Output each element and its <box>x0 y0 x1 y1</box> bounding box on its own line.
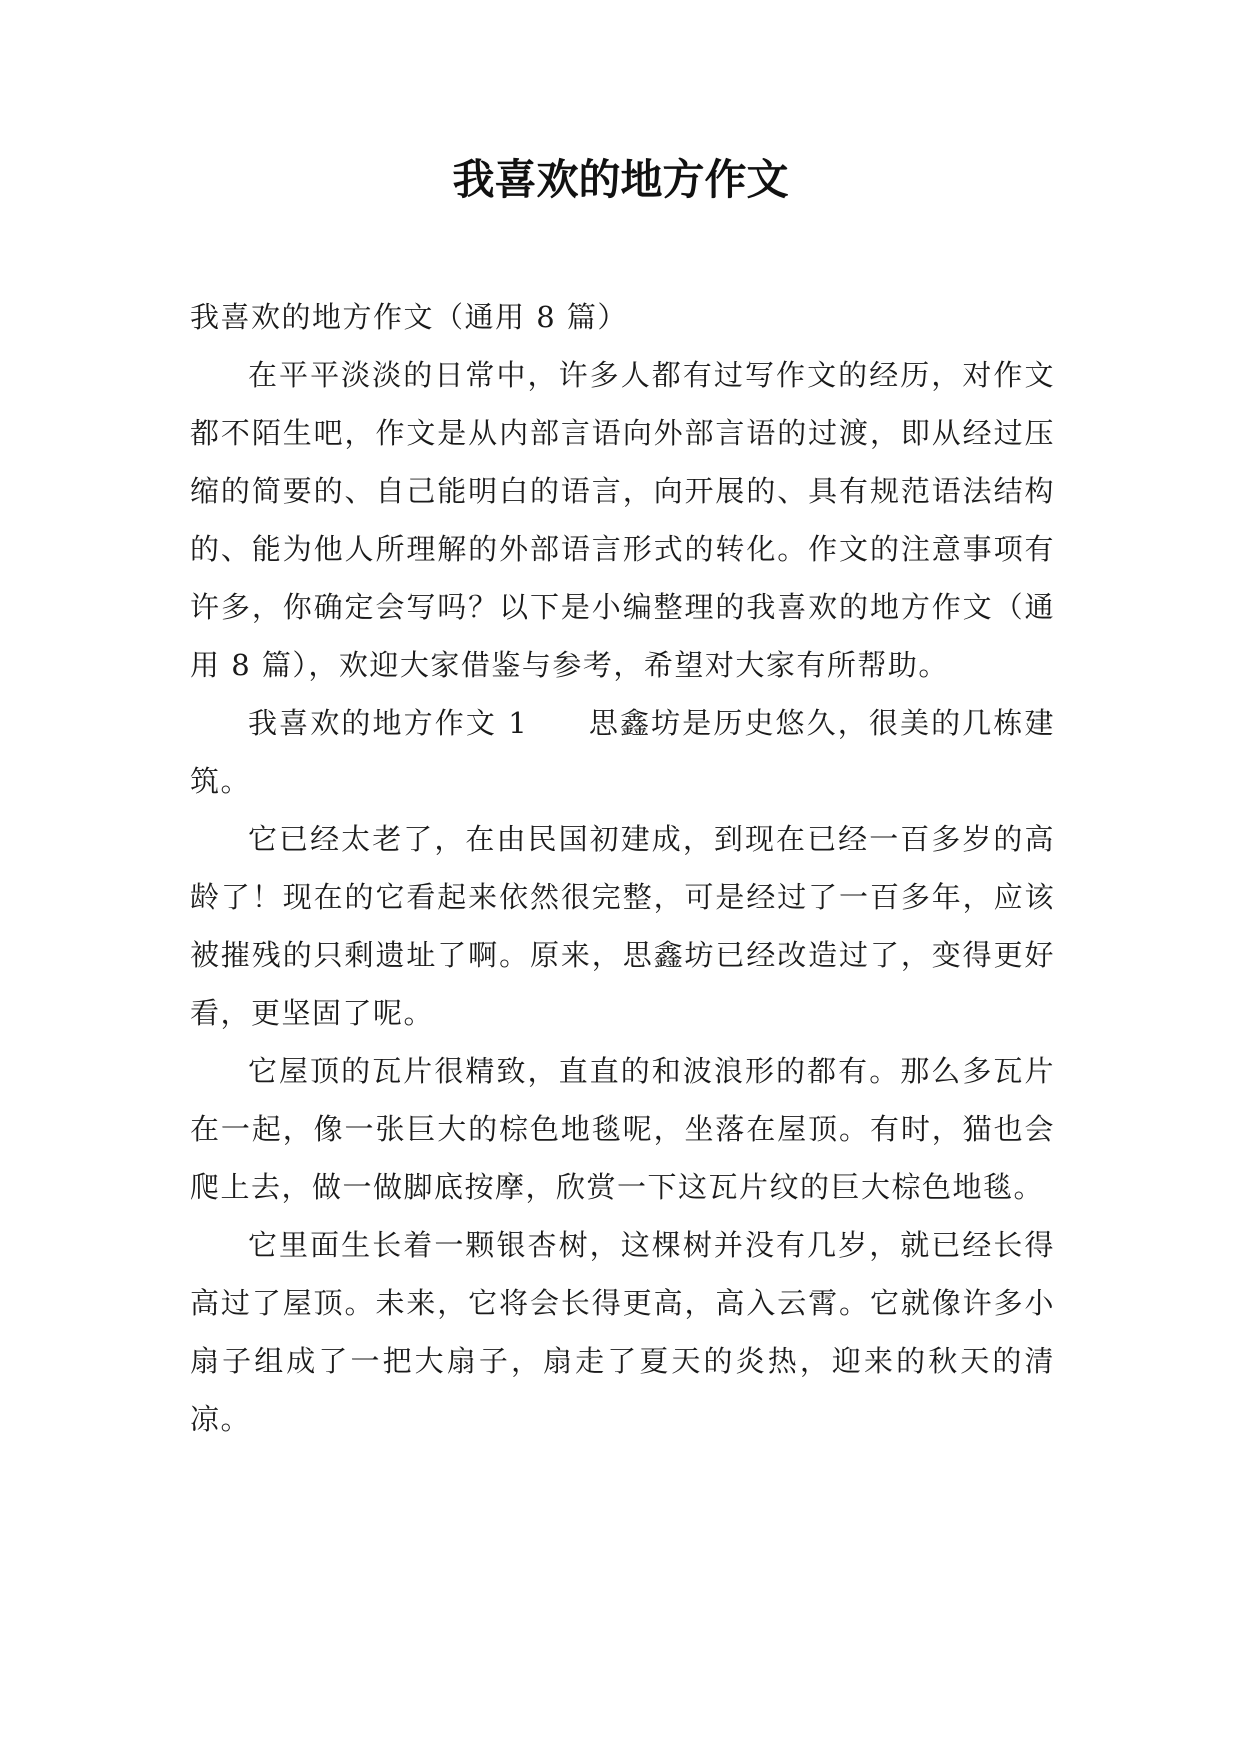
document-title: 我喜欢的地方作文 <box>452 155 789 204</box>
essay-1-opening <box>190 694 1055 810</box>
document-subtitle: 我喜欢的地方作文（通用 8 篇） <box>190 300 628 334</box>
essay-1-first-sentence: 思鑫坊是历史悠久，很美的几栋建筑。 <box>190 706 1055 798</box>
essay-paragraph: 它已经太老了，在由民国初建成，到现在已经一百多岁的高龄了！现在的它看起来依然很完整，可是经过了一百多年，应该被摧残的只剩遗址了啊。原来，思鑫坊已经改造过了，变得更好看，更坚固了呢。 <box>190 822 1055 1030</box>
essay-paragraph: 它屋顶的瓦片很精致，直直的和波浪形的都有。那么多瓦片在一起，像一张巨大的棕色地毯呢，坐落在屋顶。有时，猫也会爬上去，做一做脚底按摩，欣赏一下这瓦片纹的巨大棕色地毯。 <box>190 1054 1055 1204</box>
document-body <box>190 288 1055 1448</box>
essay-1-heading: 我喜欢的地方作文 1 <box>248 706 529 740</box>
intro-paragraph: 在平平淡淡的日常中，许多人都有过写作文的经历，对作文都不陌生吧，作文是从内部言语向外部言语的过渡，即从经过压缩的简要的、自己能明白的语言，向开展的、具有规范语法结构的、能为他人所理解的外部语言形式的转化。作文的注意事项有许多，你确定会写吗？以下是小编整理的我喜欢的地方作文（通用 8 篇），欢迎大家借鉴与参考，希望对大家有所帮助。 <box>190 358 1055 682</box>
essay-paragraph: 它里面生长着一颗银杏树，这棵树并没有几岁，就已经长得高过了屋顶。未来，它将会长得更高，高入云霄。它就像许多小扇子组成了一把大扇子，扇走了夏天的炎热，迎来的秋天的清凉。 <box>190 1228 1055 1436</box>
